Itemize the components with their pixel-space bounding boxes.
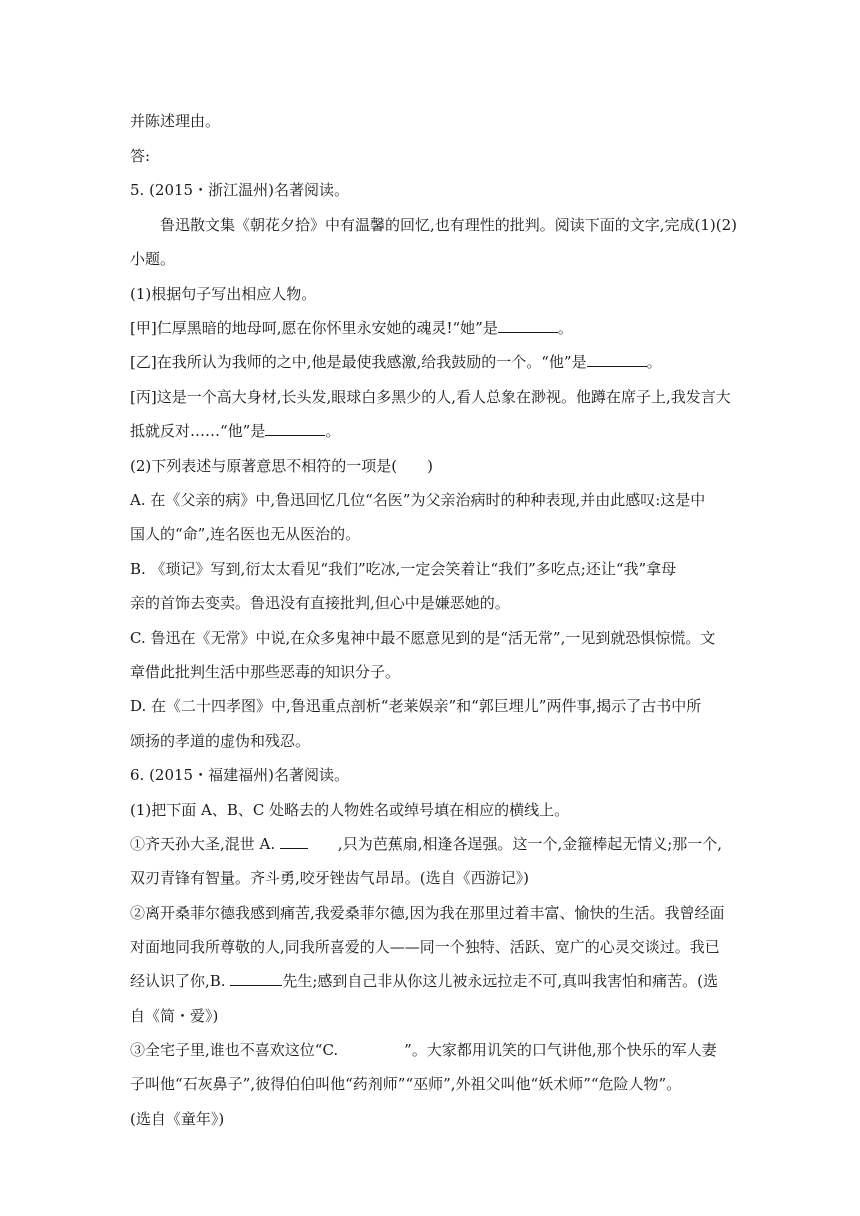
text-line: 并陈述理由。: [130, 112, 221, 130]
option-d-line-1: D. 在《二十四孝图》中,鲁迅重点剖析“老莱娱亲”和“郭巨埋儿”两件事,揭示了古书中所: [130, 697, 702, 715]
option-a-line-1: A. 在《父亲的病》中,鲁迅回忆几位“名医”为父亲治病时的种种表现,并由此感叹:这是中: [130, 491, 706, 509]
q6-passage-3-line-3: (选自《童年》): [130, 1110, 225, 1128]
q6-passage-1-text: ①齐天孙大圣,混世 A.: [130, 835, 276, 853]
answer-blank-b[interactable]: [230, 971, 282, 986]
q5-subquestion-1: (1)根据句子写出相应人物。: [130, 285, 317, 303]
q5-item-bing-line-1: [丙]这是一个高大身材,长头发,眼球白多黑少的人,看人总象在渺视。他蹲在席子上,我发言大: [130, 388, 731, 406]
q5-item-jia-end: 。: [557, 319, 573, 337]
answer-blank[interactable]: [498, 318, 558, 333]
q5-item-yi-end: 。: [646, 353, 662, 371]
q6-passage-2-text: 经认识了你,B.: [130, 972, 226, 990]
answer-label: 答:: [130, 147, 151, 165]
q5-item-yi-text: [乙]在我所认为我师的之中,他是最使我感激,给我鼓励的一个。“他”是: [130, 353, 587, 371]
q6-passage-2-line-1: ②离开桑菲尔德我感到痛苦,我爱桑菲尔德,因为我在那里过着丰富、愉快的生活。我曾经面: [130, 904, 725, 922]
q6-passage-3-line-2: 子叫他“石灰鼻子”,彼得伯伯叫他“药剂师”“巫师”,外祖父叫他“妖术师”“危险人物”。: [130, 1075, 682, 1093]
q6-subquestion-1: (1)把下面 A、B、C 处略去的人物姓名或绰号填在相应的横线上。: [130, 801, 570, 819]
answer-blank-a[interactable]: [280, 834, 308, 849]
q6-passage-3-rest: ”。大家都用讥笑的口气讲他,那个快乐的军人妻: [404, 1041, 717, 1059]
answer-blank[interactable]: [587, 352, 647, 367]
q5-item-jia: [130, 317, 573, 339]
q6-passage-2-rest: 先生;感到自己非从你这儿被永远拉走不可,真叫我害怕和痛苦。(选: [282, 972, 719, 990]
q6-passage-3-line-1: [130, 1039, 717, 1061]
q5-item-jia-text: [甲]仁厚黑暗的地母呵,愿在你怀里永安她的魂灵!“她”是: [130, 319, 498, 337]
question-6-heading: 6. (2015・福建福州)名著阅读。: [130, 766, 349, 784]
question-5-heading: 5. (2015・浙江温州)名著阅读。: [130, 181, 349, 199]
q6-passage-2-line-4: 自《简・爱》): [130, 1007, 219, 1025]
option-b-line-2: 亲的首饰去变卖。鲁迅没有直接批判,但心中是嫌恶她的。: [130, 594, 510, 612]
q6-passage-1-line-2: 双刃青锋有智量。齐斗勇,咬牙锉齿气昂昂。(选自《西游记》): [130, 869, 529, 887]
option-b-line-1: B. 《琐记》写到,衍太太看见“我们”吃冰,一定会笑着让“我们”多吃点;还让“我”拿母: [130, 560, 677, 578]
answer-blank[interactable]: [265, 421, 325, 436]
q5-item-bing-text: 抵就反对……“他”是: [130, 422, 266, 440]
q5-item-bing-line-2: [130, 420, 340, 442]
q5-intro-line-2: 小题。: [130, 250, 176, 268]
q5-subquestion-2: (2)下列表述与原著意思不相符的一项是( ): [130, 457, 433, 475]
q5-item-bing-end: 。: [325, 422, 341, 440]
q6-passage-1-line-1: [130, 833, 722, 855]
option-c-line-1: C. 鲁迅在《无常》中说,在众多鬼神中最不愿意见到的是“活无常”,一见到就恐惧惊慌。文: [130, 629, 716, 647]
q5-item-yi: [130, 351, 662, 373]
option-c-line-2: 章借此批判生活中那些恶毒的知识分子。: [130, 663, 401, 681]
q6-passage-3-text: ③全宅子里,谁也不喜欢这位“C.: [130, 1041, 339, 1059]
q5-intro-line-1: 鲁迅散文集《朝花夕拾》中有温馨的回忆,也有理性的批判。阅读下面的文字,完成(1)(2): [160, 216, 738, 234]
q6-passage-1-rest: ,只为芭蕉扇,相逢各逞强。这一个,金箍棒起无情义;那一个,: [337, 835, 723, 853]
option-a-line-2: 国人的“命”,连名医也无从医治的。: [130, 525, 361, 543]
q6-passage-2-line-2: 对面地同我所尊敬的人,同我所喜爱的人——同一个独特、活跃、宽广的心灵交谈过。我已: [130, 938, 720, 956]
option-d-line-2: 颂扬的孝道的虚伪和残忍。: [130, 732, 311, 750]
q6-passage-2-line-3: [130, 970, 718, 992]
